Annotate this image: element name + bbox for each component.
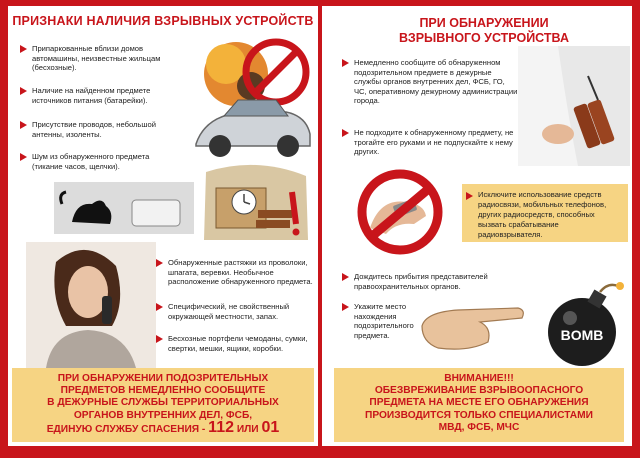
- bomb-label: BOMB: [560, 327, 604, 343]
- left-bullet-3: Присутствие проводов, небольшой антенны, изоленты.: [20, 120, 180, 139]
- left-bullet-5: Обнаруженные растяжки из проволоки, шпагата, веревки. Необычное расположение обнаруженного предмета.: [156, 258, 314, 287]
- left-bullet-2: Наличие на найденном предмете источников питания (батарейки).: [20, 86, 180, 105]
- left-footer-line-2: ПРЕДМЕТОВ НЕМЕДЛЕННО СООБЩИТЕ: [60, 385, 266, 397]
- right-bullet-3: Дождитесь прибытия представителей правоохранительных органов.: [342, 272, 512, 291]
- right-title: [384, 16, 584, 46]
- right-panel: [322, 6, 632, 446]
- right-footer-line-4: ПРОИЗВОДИТСЯ ТОЛЬКО СПЕЦИАЛИСТАМИ: [365, 409, 593, 421]
- or-label: ИЛИ: [236, 423, 259, 435]
- emergency-number-01: 01: [261, 418, 280, 436]
- emergency-service-label: ЕДИНУЮ СЛУЖБУ СПАСЕНИЯ -: [46, 423, 206, 435]
- right-bullet-2: Не подходите к обнаруженному предмету, не трогайте его руками и не подпускайте к нему других.: [342, 128, 518, 157]
- left-footer-line-1: ПРИ ОБНАРУЖЕНИИ ПОДОЗРИТЕЛЬНЫХ: [57, 373, 269, 384]
- left-title: ПРИЗНАКИ НАЛИЧИЯ ВЗРЫВНЫХ УСТРОЙСТВ: [12, 14, 314, 28]
- right-title-line-1: ПРИ ОБНАРУЖЕНИИ: [419, 16, 549, 30]
- cat-and-bag-image: [54, 182, 194, 234]
- right-footer-line-5: МВД, ФСБ, МЧС: [438, 421, 520, 433]
- left-bullet-7: Бесхозные портфели чемоданы, сумки, свертки, мешки, ящики, коробки.: [156, 334, 314, 353]
- left-bullet-4: Шум из обнаруженного предмета (тикание часов, щелчки).: [20, 152, 180, 171]
- pointing-hand-image: [418, 290, 528, 360]
- right-footer-line-1: ВНИМАНИЕ!!!: [444, 373, 514, 384]
- man-with-dynamite-image: [518, 46, 630, 166]
- left-bullet-6: Специфический, не свойственный окружающей местности, запах.: [156, 302, 314, 321]
- right-footer-line-2: ОБЕЗВРЕЖИВАНИЕ ВЗРЫВООПАСНОГО: [374, 385, 584, 397]
- car-explosion-image: [176, 34, 316, 164]
- woman-on-phone-image: [26, 242, 156, 368]
- bomb-icon: [536, 280, 632, 370]
- left-footer-line-5: [12, 418, 314, 436]
- bottom-strip: [0, 446, 640, 458]
- left-footer-warning: [12, 368, 314, 442]
- radio-warning-note: Исключите использование средств радиосвязи, мобильных телефонов, других радиосредств, способных вызвать срабатывание радиовзрывателя.: [462, 184, 628, 242]
- right-title-line-2: ВЗРЫВНОГО УСТРОЙСТВА: [399, 31, 569, 45]
- emergency-number-112: 112: [208, 418, 234, 436]
- right-bullet-4: Укажите место нахождения подозрительного предмета.: [342, 302, 432, 340]
- left-bullet-1: Припаркованные вблизи домов автомашины, неизвестные жильцам (бесхозные).: [20, 44, 180, 73]
- right-footer-line-3: ПРЕДМЕТА НА МЕСТЕ ЕГО ОБНАРУЖЕНИЯ: [369, 397, 589, 409]
- left-footer-line-3: В ДЕЖУРНЫЕ СЛУЖБЫ ТЕРРИТОРИАЛЬНЫХ: [47, 397, 279, 409]
- right-bullet-1: Немедленно сообщите об обнаруженном подозрительном предмете в дежурные службы органов внутренних дел, ФСБ, ГО, ЧС, оперативному дежурному администрации города.: [342, 58, 518, 106]
- left-panel: [8, 6, 318, 446]
- left-footer-line-4: ОРГАНОВ ВНУТРЕННИХ ДЕЛ, ФСБ,: [73, 409, 253, 421]
- no-phone-sign-image: [336, 168, 464, 256]
- clock-bomb-image: [196, 162, 314, 246]
- right-footer-warning: [334, 368, 624, 442]
